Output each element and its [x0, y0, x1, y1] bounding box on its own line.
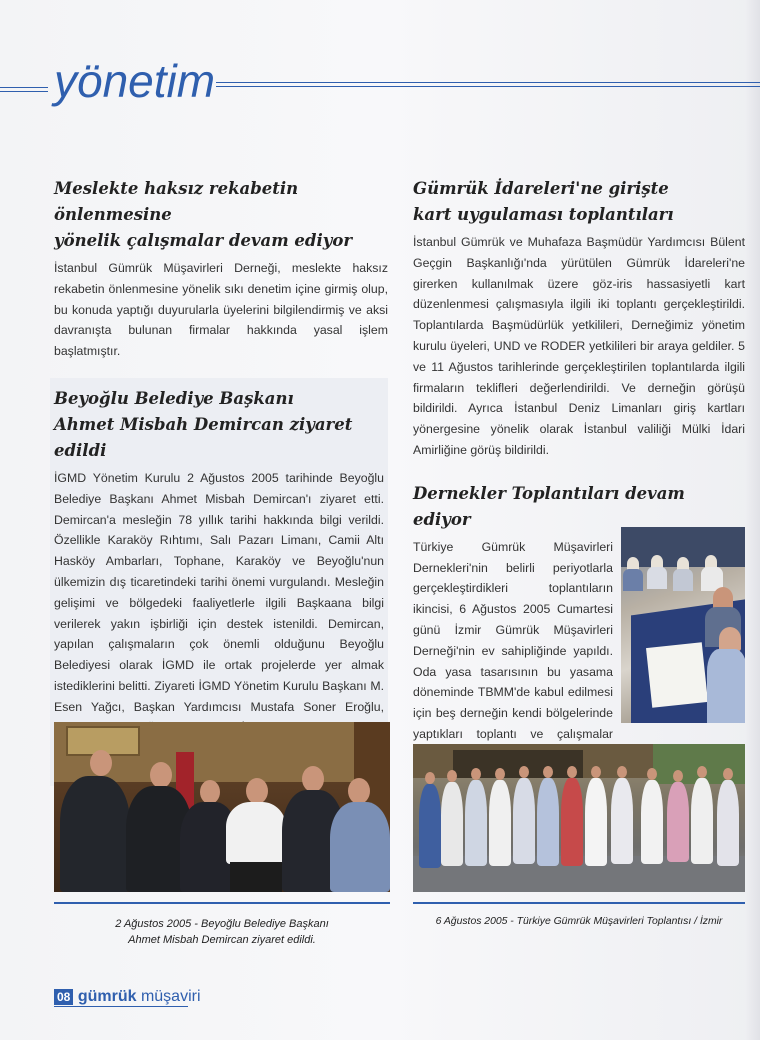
- right-photo-caption: 6 Ağustos 2005 - Türkiye Gümrük Müşavirleri Toplantısı / İzmir: [435, 916, 723, 927]
- page-footer: [54, 988, 201, 1006]
- brand-name-bold: gümrük: [77, 988, 137, 1005]
- right-column: [413, 176, 745, 766]
- page-edge-shadow: [745, 0, 760, 1040]
- article-body: İstanbul Gümrük Müşavirleri Derneği, meslekte haksız rekabetin önlenmesine yönelik sıkı denetim içine girmiş olup, bu konuda yaptığı duyurularla üyelerini bilgilendirmiş ve aksi davranışta bulunan firmalar hakkında yasal işlem başlatmıştır.: [54, 261, 388, 359]
- left-column: [54, 176, 388, 786]
- beyoglu-visit-photo: [54, 722, 390, 892]
- article-heading: Meslekte haksız rekabetin önlenmesine yönelik çalışmalar devam ediyor: [54, 179, 353, 250]
- header-rule-left: [0, 87, 48, 92]
- article-heading: Gümrük İdareleri'ne girişte kart uygulaması toplantıları: [413, 179, 674, 224]
- photo-rule: [413, 902, 745, 904]
- photo-rule: [54, 902, 390, 904]
- article-body: Türkiye Gümrük Müşavirleri Dernekleri'nin belirli periyotlarla gerçekleştirdikleri toplantıların ikincisi, 6 Ağustos 2005 Cumartesi günü İzmir Gümrük Müşavirleri Derneği'nin ev sahipliğinde yapıldı. Oda yasa tasarısının bu yasama döneminde TBMM'de kabul edilmesi için beş derneğin kendi bölgelerinde yaptıkları toplantı ve çalışmalar: [413, 539, 613, 741]
- article-body: İstanbul Gümrük ve Muhafaza Başmüdür Yardımcısı Bülent Geçgin Başkanlığı'nda yürütülen Gümrük İdareleri'ne girerken kullanılmak üzere göz-iris hassasiyetli kart düzenlenmesi çalışmasıyla ilgili iki toplantı gerçekleştirildi. Toplantılarda Başmüdürlük yetkilileri, Derneğimiz yönetim kurulu üyeleri, UND ve RODER yetkilileri bir araya geldiler. 5 ve 11 Ağustos tarihlerinde gerçekleştirilen toplantılarda ilgili firmaların teklifleri değerlendirildi. Ve derneğin görüşü bildirildi. Ayrıca İstanbul Deniz Limanları giriş kartları yönergesine yönelik olarak İstanbul valiliği Mülki İdari Amirliğine görüş bildirildi.: [413, 235, 745, 457]
- article-unfair-competition: [54, 176, 388, 362]
- brand-name-light: müşaviri: [140, 988, 201, 1005]
- article-customs-card: [413, 176, 745, 461]
- article-heading: Beyoğlu Belediye Başkanı Ahmet Misbah Demircan ziyaret edildi: [54, 388, 353, 460]
- article-body: İGMD Yönetim Kurulu 2 Ağustos 2005 tarihinde Beyoğlu Belediye Başkanı Ahmet Misbah Demircan'ı ziyaret etti. Demircan'a mesleğin 78 yıllık tarihi hakkında bilgi verildi. Özellikle Karaköy Rıhtımı, Salı Pazarı Limanı, Camii Altı Hasköy Ambarları, Tophane, Karaköy ve Beyoğlu'nun ülkemizin dış ticaretindeki tarihi önemi vurgulandı. Mesleğin gelişimi ve bölgedeki faaliyetlerle ilgili Başkaana bilgi verilerek yakın işbirliği için destek istenildi. Demircan, yapılan çalışmaların çok önemli olduğunu Beyoğlu Belediyesi olarak İGMD ile ortak projelerde yer almak istediklerini belitti. Ziyareti İGMD Yönetim Kurulu Başkanı M. Esen Yağcı, Başkan Yardımcısı Mustafa Soner Eroğlu,: [54, 470, 384, 714]
- page-number: 08: [54, 989, 73, 1005]
- footer-rule: [54, 1006, 188, 1007]
- izmir-meeting-photo: [413, 744, 745, 892]
- meeting-photo: [621, 527, 745, 723]
- left-photo-caption: 2 Ağustos 2005 - Beyoğlu Belediye Başkanı Ahmet Misbah Demircan ziyaret edildi.: [115, 918, 329, 946]
- article-heading: Dernekler Toplantıları devam ediyor: [413, 483, 685, 529]
- article-associations-meetings: [413, 481, 745, 766]
- header-rule-right: [216, 82, 760, 87]
- section-title: yönetim: [54, 55, 216, 107]
